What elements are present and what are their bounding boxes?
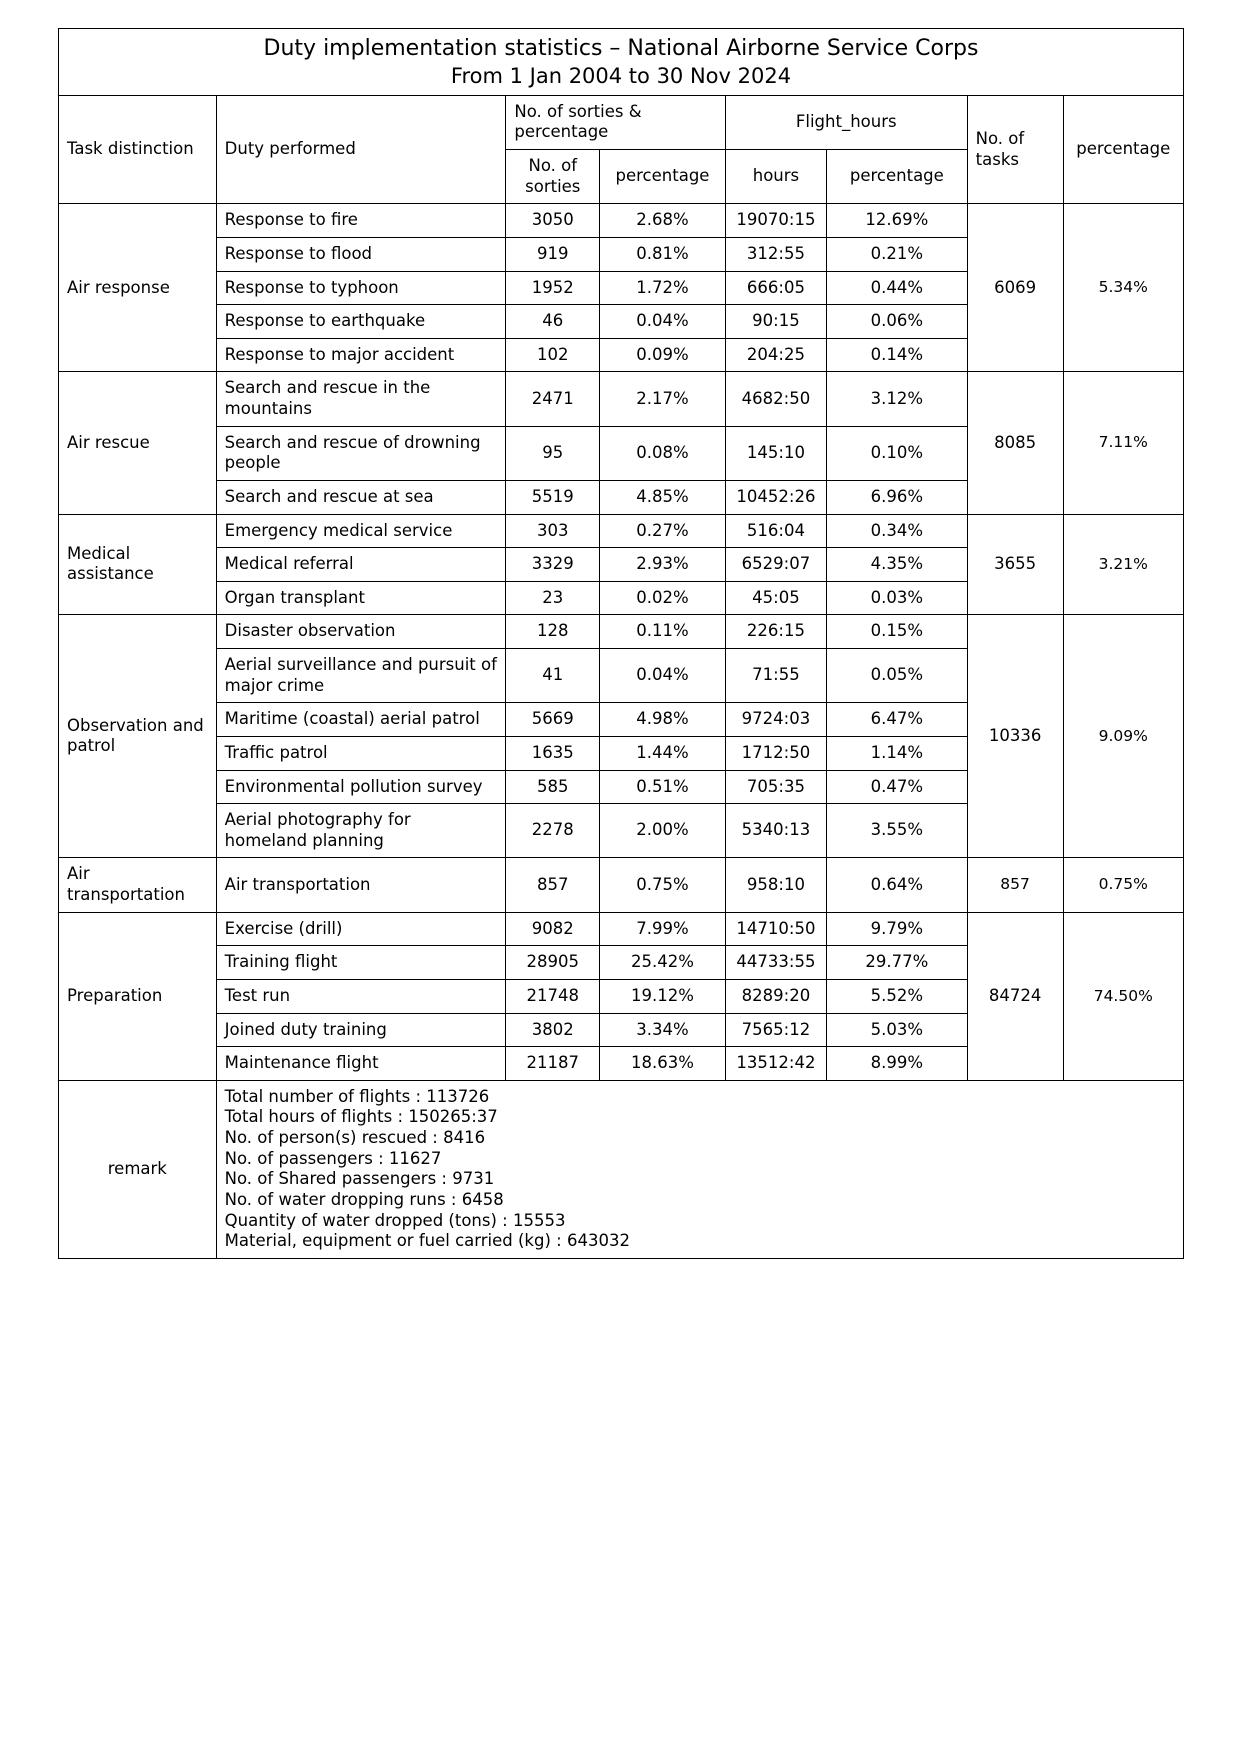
sorties-percentage-cell: 0.02% [600, 581, 726, 615]
sorties-percentage-cell: 0.04% [600, 649, 726, 703]
hours-cell: 44733:55 [725, 946, 826, 980]
hours-percentage-cell: 3.12% [827, 372, 968, 426]
duty-statistics-table [58, 28, 1184, 1259]
remark-line: No. of water dropping runs : 6458 [224, 1189, 504, 1209]
category-cell: Air rescue [59, 372, 217, 514]
hours-cell: 6529:07 [725, 548, 826, 582]
hours-percentage-cell: 0.14% [827, 338, 968, 372]
header-sorties-group: No. of sorties & percentage [506, 95, 725, 149]
tasks-percentage-cell: 74.50% [1063, 912, 1183, 1080]
remark-label: remark [59, 1080, 217, 1258]
category-cell: Air transportation [59, 858, 217, 912]
sorties-cell: 2278 [506, 804, 600, 858]
category-cell: Preparation [59, 912, 217, 1080]
remark-line: Total number of flights : 113726 [224, 1086, 490, 1106]
tasks-cell: 8085 [967, 372, 1063, 514]
title-row [59, 29, 1184, 96]
hours-cell: 958:10 [725, 858, 826, 912]
sorties-cell: 5519 [506, 480, 600, 514]
sorties-cell: 585 [506, 770, 600, 804]
duty-cell: Maritime (coastal) aerial patrol [216, 703, 506, 737]
sorties-cell: 23 [506, 581, 600, 615]
duty-cell: Search and rescue of drowning people [216, 426, 506, 480]
remark-row [59, 1080, 1184, 1258]
hours-percentage-cell: 1.14% [827, 736, 968, 770]
hours-percentage-cell: 29.77% [827, 946, 968, 980]
title-line-1: Duty implementation statistics – National Airborne Service Corps [263, 36, 979, 61]
document-page [58, 28, 1184, 1259]
title-line-2: From 1 Jan 2004 to 30 Nov 2024 [450, 63, 792, 88]
sorties-percentage-cell: 0.51% [600, 770, 726, 804]
hours-percentage-cell: 0.34% [827, 514, 968, 548]
sorties-cell: 303 [506, 514, 600, 548]
header-task-distinction: Task distinction [59, 95, 217, 204]
sorties-cell: 5669 [506, 703, 600, 737]
tasks-percentage-cell: 3.21% [1063, 514, 1183, 615]
duty-cell: Maintenance flight [216, 1047, 506, 1081]
sorties-cell: 21748 [506, 979, 600, 1013]
sorties-percentage-cell: 3.34% [600, 1013, 726, 1047]
sorties-cell: 1952 [506, 271, 600, 305]
hours-percentage-cell: 0.44% [827, 271, 968, 305]
sorties-percentage-cell: 7.99% [600, 912, 726, 946]
sorties-percentage-cell: 0.04% [600, 305, 726, 339]
sorties-cell: 919 [506, 237, 600, 271]
header-sorties-percentage: percentage [600, 150, 726, 204]
sorties-cell: 102 [506, 338, 600, 372]
header-duty-performed: Duty performed [216, 95, 506, 204]
sorties-cell: 3329 [506, 548, 600, 582]
duty-cell: Environmental pollution survey [216, 770, 506, 804]
sorties-percentage-cell: 0.09% [600, 338, 726, 372]
hours-cell: 10452:26 [725, 480, 826, 514]
category-cell: Medical assistance [59, 514, 217, 615]
hours-percentage-cell: 6.96% [827, 480, 968, 514]
tasks-cell: 857 [967, 858, 1063, 912]
duty-cell: Training flight [216, 946, 506, 980]
sorties-percentage-cell: 4.98% [600, 703, 726, 737]
remark-content [216, 1080, 1183, 1258]
hours-percentage-cell: 3.55% [827, 804, 968, 858]
sorties-cell: 9082 [506, 912, 600, 946]
remark-line: Total hours of flights : 150265:37 [224, 1107, 498, 1127]
hours-cell: 4682:50 [725, 372, 826, 426]
sorties-cell: 1635 [506, 736, 600, 770]
tasks-percentage-cell: 0.75% [1063, 858, 1183, 912]
table-body [59, 29, 1184, 1259]
duty-cell: Response to flood [216, 237, 506, 271]
table-row [59, 858, 1184, 912]
table-row [59, 514, 1184, 548]
duty-cell: Response to fire [216, 204, 506, 238]
document-title [59, 29, 1184, 96]
hours-cell: 90:15 [725, 305, 826, 339]
tasks-percentage-cell: 9.09% [1063, 615, 1183, 858]
sorties-cell: 3050 [506, 204, 600, 238]
sorties-percentage-cell: 4.85% [600, 480, 726, 514]
sorties-percentage-cell: 25.42% [600, 946, 726, 980]
hours-cell: 7565:12 [725, 1013, 826, 1047]
hours-cell: 705:35 [725, 770, 826, 804]
tasks-cell: 3655 [967, 514, 1063, 615]
remark-line: No. of passengers : 11627 [224, 1148, 442, 1168]
hours-percentage-cell: 9.79% [827, 912, 968, 946]
header-hours-percentage: percentage [827, 150, 968, 204]
hours-cell: 312:55 [725, 237, 826, 271]
duty-cell: Organ transplant [216, 581, 506, 615]
hours-cell: 13512:42 [725, 1047, 826, 1081]
hours-cell: 666:05 [725, 271, 826, 305]
duty-cell: Response to earthquake [216, 305, 506, 339]
hours-percentage-cell: 0.06% [827, 305, 968, 339]
sorties-percentage-cell: 18.63% [600, 1047, 726, 1081]
duty-cell: Response to major accident [216, 338, 506, 372]
hours-percentage-cell: 0.10% [827, 426, 968, 480]
hours-cell: 45:05 [725, 581, 826, 615]
sorties-cell: 2471 [506, 372, 600, 426]
duty-cell: Aerial photography for homeland planning [216, 804, 506, 858]
duty-cell: Air transportation [216, 858, 506, 912]
category-cell: Observation and patrol [59, 615, 217, 858]
sorties-percentage-cell: 2.17% [600, 372, 726, 426]
sorties-cell: 128 [506, 615, 600, 649]
header-no-of-tasks: No. of tasks [967, 95, 1063, 204]
sorties-percentage-cell: 0.75% [600, 858, 726, 912]
sorties-percentage-cell: 0.81% [600, 237, 726, 271]
remark-line: Material, equipment or fuel carried (kg) : 643032 [224, 1231, 630, 1251]
remark-line: No. of Shared passengers : 9731 [224, 1169, 495, 1189]
hours-cell: 226:15 [725, 615, 826, 649]
hours-percentage-cell: 0.47% [827, 770, 968, 804]
hours-cell: 145:10 [725, 426, 826, 480]
duty-cell: Medical referral [216, 548, 506, 582]
tasks-percentage-cell: 5.34% [1063, 204, 1183, 372]
header-tasks-percentage: percentage [1063, 95, 1183, 204]
hours-percentage-cell: 12.69% [827, 204, 968, 238]
hours-cell: 9724:03 [725, 703, 826, 737]
header-hours: hours [725, 150, 826, 204]
tasks-cell: 10336 [967, 615, 1063, 858]
sorties-percentage-cell: 0.11% [600, 615, 726, 649]
tasks-cell: 6069 [967, 204, 1063, 372]
sorties-percentage-cell: 2.00% [600, 804, 726, 858]
table-row [59, 372, 1184, 426]
hours-cell: 5340:13 [725, 804, 826, 858]
sorties-percentage-cell: 0.27% [600, 514, 726, 548]
sorties-cell: 95 [506, 426, 600, 480]
duty-cell: Traffic patrol [216, 736, 506, 770]
tasks-percentage-cell: 7.11% [1063, 372, 1183, 514]
hours-percentage-cell: 0.05% [827, 649, 968, 703]
sorties-percentage-cell: 1.44% [600, 736, 726, 770]
table-row [59, 912, 1184, 946]
sorties-cell: 857 [506, 858, 600, 912]
category-cell: Air response [59, 204, 217, 372]
remark-line: No. of person(s) rescued : 8416 [224, 1128, 486, 1147]
duty-cell: Test run [216, 979, 506, 1013]
duty-cell: Exercise (drill) [216, 912, 506, 946]
hours-percentage-cell: 0.21% [827, 237, 968, 271]
sorties-cell: 3802 [506, 1013, 600, 1047]
table-row [59, 204, 1184, 238]
hours-percentage-cell: 5.03% [827, 1013, 968, 1047]
header-row-1 [59, 95, 1184, 149]
hours-cell: 204:25 [725, 338, 826, 372]
hours-percentage-cell: 0.15% [827, 615, 968, 649]
hours-percentage-cell: 6.47% [827, 703, 968, 737]
sorties-cell: 41 [506, 649, 600, 703]
hours-cell: 14710:50 [725, 912, 826, 946]
header-flight-hours-group: Flight_hours [725, 95, 967, 149]
hours-cell: 19070:15 [725, 204, 826, 238]
hours-percentage-cell: 8.99% [827, 1047, 968, 1081]
hours-percentage-cell: 0.64% [827, 858, 968, 912]
sorties-percentage-cell: 19.12% [600, 979, 726, 1013]
hours-percentage-cell: 4.35% [827, 548, 968, 582]
hours-cell: 71:55 [725, 649, 826, 703]
duty-cell: Search and rescue in the mountains [216, 372, 506, 426]
hours-cell: 1712:50 [725, 736, 826, 770]
duty-cell: Response to typhoon [216, 271, 506, 305]
sorties-percentage-cell: 0.08% [600, 426, 726, 480]
hours-percentage-cell: 0.03% [827, 581, 968, 615]
sorties-percentage-cell: 2.68% [600, 204, 726, 238]
sorties-cell: 28905 [506, 946, 600, 980]
table-row [59, 615, 1184, 649]
hours-cell: 8289:20 [725, 979, 826, 1013]
duty-cell: Disaster observation [216, 615, 506, 649]
hours-cell: 516:04 [725, 514, 826, 548]
sorties-cell: 46 [506, 305, 600, 339]
sorties-percentage-cell: 1.72% [600, 271, 726, 305]
tasks-cell: 84724 [967, 912, 1063, 1080]
duty-cell: Emergency medical service [216, 514, 506, 548]
sorties-percentage-cell: 2.93% [600, 548, 726, 582]
duty-cell: Aerial surveillance and pursuit of major crime [216, 649, 506, 703]
duty-cell: Search and rescue at sea [216, 480, 506, 514]
duty-cell: Joined duty training [216, 1013, 506, 1047]
hours-percentage-cell: 5.52% [827, 979, 968, 1013]
sorties-cell: 21187 [506, 1047, 600, 1081]
remark-line: Quantity of water dropped (tons) : 15553 [224, 1210, 566, 1230]
header-no-of-sorties: No. of sorties [506, 150, 600, 204]
